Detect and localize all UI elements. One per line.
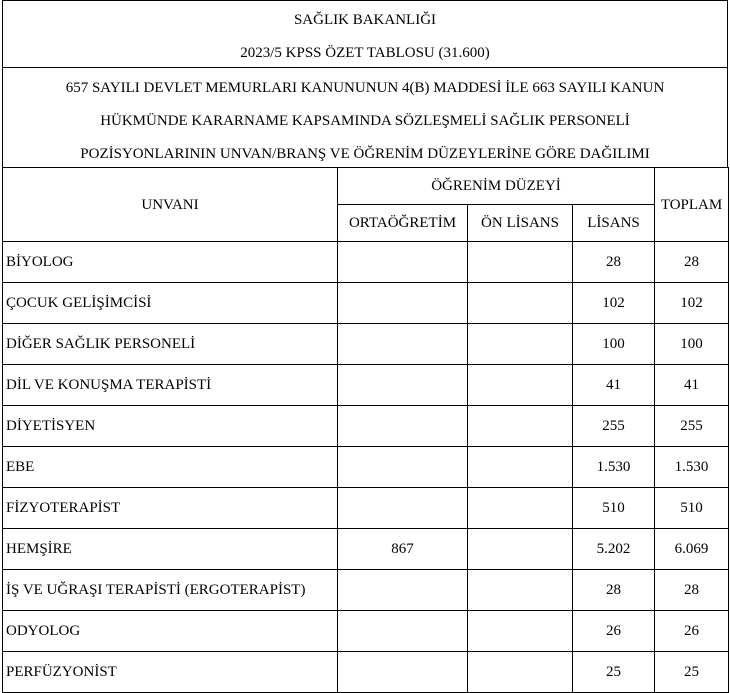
column-header-unvani: UNVANI	[3, 168, 338, 242]
row-lisans: 41	[573, 365, 655, 406]
row-ortaogretim	[338, 570, 468, 611]
row-ortaogretim	[338, 406, 468, 447]
row-lisans: 1.530	[573, 447, 655, 488]
table-row	[3, 488, 729, 529]
row-on-lisans	[468, 529, 573, 570]
row-toplam: 26	[655, 611, 729, 652]
row-lisans: 26	[573, 611, 655, 652]
row-toplam: 100	[655, 324, 729, 365]
row-lisans: 28	[573, 242, 655, 283]
summary-table-title: 2023/5 KPSS ÖZET TABLOSU (31.600)	[240, 45, 490, 61]
row-ortaogretim	[338, 324, 468, 365]
column-header-on-lisans: ÖN LİSANS	[468, 205, 573, 242]
row-toplam: 255	[655, 406, 729, 447]
row-ortaogretim	[338, 488, 468, 529]
row-lisans: 5.202	[573, 529, 655, 570]
row-unvan: HEMŞİRE	[3, 529, 338, 570]
row-unvan: EBE	[3, 447, 338, 488]
ministry-title: SAĞLIK BAKANLIĞI	[293, 12, 437, 28]
distribution-table	[2, 167, 729, 693]
table-row	[3, 242, 729, 283]
row-toplam: 41	[655, 365, 729, 406]
description-line-2: HÜKMÜNDE KARARNAME KAPSAMINDA SÖZLEŞMELİ SAĞLIK PERSONELİ	[100, 113, 630, 129]
table-row	[3, 406, 729, 447]
row-on-lisans	[468, 652, 573, 693]
row-on-lisans	[468, 611, 573, 652]
row-lisans: 102	[573, 283, 655, 324]
table-row	[3, 611, 729, 652]
description-line-3: POZİSYONLARININ UNVAN/BRANŞ VE ÖĞRENİM DÜZEYLERİNE GÖRE DAĞILIMI	[80, 146, 650, 162]
row-lisans: 100	[573, 324, 655, 365]
row-on-lisans	[468, 283, 573, 324]
column-header-lisans: LİSANS	[573, 205, 655, 242]
table-row	[3, 529, 729, 570]
row-on-lisans	[468, 447, 573, 488]
row-toplam: 102	[655, 283, 729, 324]
row-on-lisans	[468, 406, 573, 447]
row-toplam: 28	[655, 242, 729, 283]
row-on-lisans	[468, 324, 573, 365]
row-ortaogretim	[338, 365, 468, 406]
row-lisans: 510	[573, 488, 655, 529]
column-header-ogrenim-duzeyi: ÖĞRENİM DÜZEYİ	[338, 168, 655, 205]
row-unvan: BİYOLOG	[3, 242, 338, 283]
row-unvan: DİL VE KONUŞMA TERAPİSTİ	[3, 365, 338, 406]
row-ortaogretim	[338, 447, 468, 488]
row-on-lisans	[468, 365, 573, 406]
row-toplam: 1.530	[655, 447, 729, 488]
row-lisans: 25	[573, 652, 655, 693]
description-line-1: 657 SAYILI DEVLET MEMURLARI KANUNUNUN 4(B) MADDESİ İLE 663 SAYILI KANUN	[65, 80, 665, 96]
column-header-ortaogretim: ORTAÖĞRETİM	[338, 205, 468, 242]
row-ortaogretim: 867	[338, 529, 468, 570]
row-unvan: DİYETİSYEN	[3, 406, 338, 447]
row-toplam: 25	[655, 652, 729, 693]
table-row	[3, 365, 729, 406]
row-toplam: 28	[655, 570, 729, 611]
table-row	[3, 283, 729, 324]
row-on-lisans	[468, 488, 573, 529]
document-page	[2, 0, 728, 680]
row-unvan: FİZYOTERAPİST	[3, 488, 338, 529]
row-ortaogretim	[338, 611, 468, 652]
row-on-lisans	[468, 570, 573, 611]
row-on-lisans	[468, 242, 573, 283]
row-ortaogretim	[338, 283, 468, 324]
row-ortaogretim	[338, 652, 468, 693]
row-lisans: 255	[573, 406, 655, 447]
row-ortaogretim	[338, 242, 468, 283]
table-row	[3, 447, 729, 488]
table-row	[3, 570, 729, 611]
column-header-toplam: TOPLAM	[655, 168, 729, 242]
row-unvan: DİĞER SAĞLIK PERSONELİ	[3, 324, 338, 365]
row-unvan: ODYOLOG	[3, 611, 338, 652]
row-toplam: 510	[655, 488, 729, 529]
table-header-block	[2, 0, 728, 67]
row-lisans: 28	[573, 570, 655, 611]
table-row	[3, 652, 729, 693]
table-row	[3, 324, 729, 365]
table-body	[3, 242, 729, 693]
row-unvan: İŞ VE UĞRAŞI TERAPİSTİ (ERGOTERAPİST)	[3, 570, 338, 611]
row-unvan: ÇOCUK GELİŞİMCİSİ	[3, 283, 338, 324]
table-description-block	[2, 67, 728, 167]
row-toplam: 6.069	[655, 529, 729, 570]
row-unvan: PERFÜZYONİST	[3, 652, 338, 693]
